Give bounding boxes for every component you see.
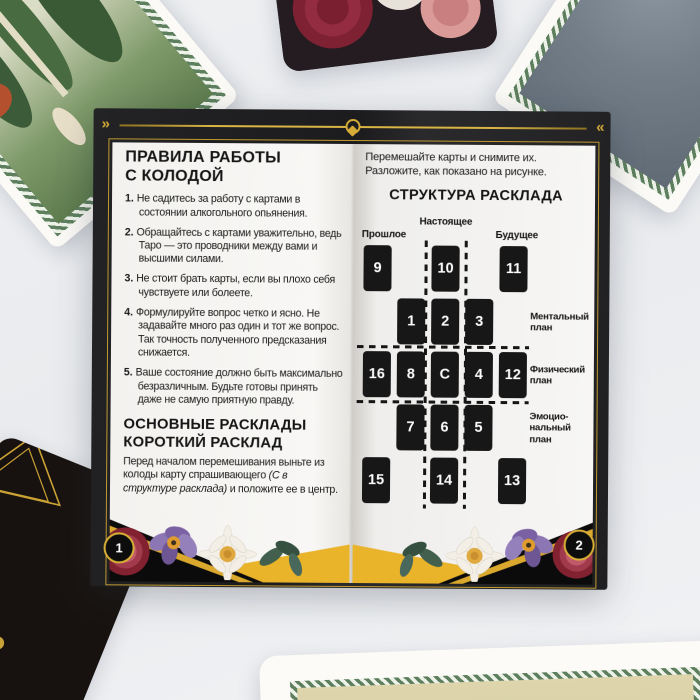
dashed-line-horizontal-bottom — [357, 400, 529, 404]
column-label-present: Настоящее — [419, 216, 473, 228]
page-right — [352, 144, 595, 585]
daisy-icon — [445, 527, 503, 583]
chevrons-left-icon: « — [596, 118, 603, 136]
rule-item: 5. Ваше состояние должно быть максимально безразличным. Будьте готовы принять даже не самую приятную правду. — [123, 366, 343, 407]
spread-card: 14 — [430, 458, 458, 504]
rule-item: 3. Не стоит брать карты, если вы плохо себя чувствуете или болеете. — [124, 272, 336, 300]
page-left — [109, 142, 352, 583]
flowers-illustration — [384, 523, 595, 583]
spread-card: 10 — [431, 246, 459, 292]
page-number-badge: 1 — [103, 532, 134, 563]
spread-card: 1 — [397, 298, 425, 344]
spread-card: 2 — [431, 299, 459, 345]
spread-card: 13 — [498, 458, 526, 504]
tarot-card-top-center — [272, 0, 498, 73]
spread-heading: СТРУКТУРА РАСКЛАДА — [389, 186, 564, 205]
spread-card: С — [431, 352, 459, 398]
spread-card: 5 — [464, 405, 492, 451]
spread-card: 9 — [363, 245, 391, 291]
instruction-booklet — [90, 108, 610, 590]
column-label-past: Прошлое — [361, 229, 407, 241]
rule-item: 4. Формулируйте вопрос четко и ясно. Не задавайте много раз один и тот же вопрос. Так точность полученного предсказания снижается. — [124, 306, 340, 360]
ornate-green-border — [290, 667, 700, 700]
rules-list — [124, 193, 344, 409]
daisy-icon — [198, 525, 256, 581]
leaves-icon — [397, 538, 445, 578]
dashed-line-horizontal-top — [357, 345, 529, 349]
spread-card: 6 — [430, 405, 458, 451]
spread-card: 12 — [499, 352, 527, 398]
left-page-footer — [109, 519, 349, 583]
shuffle-instructions: Перемешайте карты и снимите их. Разложите, как показано на рисунке. — [365, 151, 547, 179]
tarot-card-bottom-right — [259, 640, 700, 700]
spread-card: 16 — [363, 351, 391, 397]
open-pages — [109, 142, 595, 584]
column-label-future: Будущее — [495, 230, 539, 242]
plane-label: Ментальный план — [530, 311, 589, 334]
spread-card: 4 — [465, 352, 493, 398]
spread-card: 7 — [396, 404, 424, 450]
page-title: ПРАВИЛА РАБОТЫ С КОЛОДОЙ — [125, 148, 282, 185]
rule-item: 2. Обращайтесь с картами уважительно, ведь Таро — это проводники между вами и высшими силами. — [124, 225, 342, 266]
leaves-icon — [256, 537, 304, 577]
page-number-badge: 2 — [564, 529, 595, 560]
section-heading: ОСНОВНЫЕ РАСКЛАДЫ КОРОТКИЙ РАСКЛАД — [123, 416, 307, 453]
tan-artwork — [297, 674, 698, 700]
short-spread-paragraph: Перед началом перемешивания выньте из колоды карту спрашивающего (С в структуре расклада) и положите ее в центр. — [122, 454, 338, 496]
spread-card: 11 — [499, 246, 527, 292]
rule-item: 1. Не садитесь за работу с картами в состоянии алкогольного опьянения. — [125, 192, 308, 220]
flowers-illustration — [109, 521, 317, 581]
anemone-icon — [146, 523, 201, 566]
plane-label: Эмоцио- нальный план — [529, 411, 571, 446]
roses-artwork — [272, 0, 498, 73]
spread-card: 15 — [362, 457, 390, 503]
spread-card: 8 — [397, 351, 425, 397]
chevrons-right-icon: » — [101, 115, 108, 133]
anemone-icon — [501, 526, 556, 569]
right-page-footer — [352, 521, 592, 585]
plane-label: Физический план — [529, 364, 585, 387]
spread-card: 3 — [465, 299, 493, 345]
